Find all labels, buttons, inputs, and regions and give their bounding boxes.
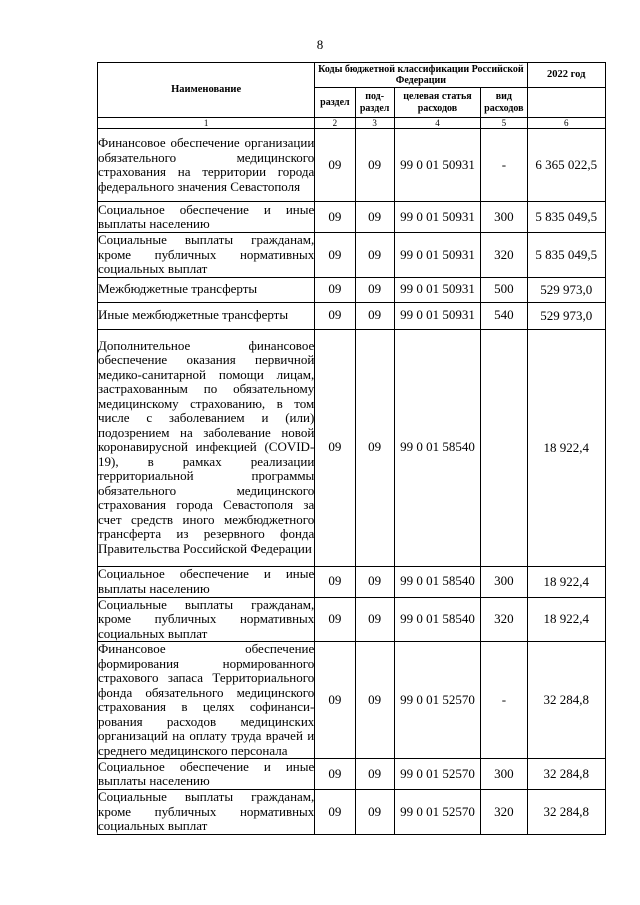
page-number: 8 xyxy=(316,37,324,52)
table-row xyxy=(98,277,606,302)
row-amount: 529 973,0 xyxy=(527,277,606,302)
row-subsection: 09 xyxy=(355,202,394,233)
row-amount: 32 284,8 xyxy=(527,642,606,759)
header-subsection: под-раздел xyxy=(355,88,394,118)
budget-table xyxy=(97,62,606,835)
row-amount: 5 835 049,5 xyxy=(527,202,606,233)
row-kind: - xyxy=(481,642,527,759)
row-section: 09 xyxy=(315,277,355,302)
row-amount: 32 284,8 xyxy=(527,759,606,790)
row-subsection: 09 xyxy=(355,277,394,302)
row-name: Иные межбюджетные трансферты xyxy=(98,302,315,329)
table-row xyxy=(98,233,606,278)
row-subsection: 09 xyxy=(355,329,394,566)
row-section: 09 xyxy=(315,233,355,278)
table-row xyxy=(98,642,606,759)
row-target: 99 0 01 58540 xyxy=(394,566,481,597)
column-index-row xyxy=(98,118,606,129)
row-amount: 18 922,4 xyxy=(527,329,606,566)
row-section: 09 xyxy=(315,759,355,790)
row-kind xyxy=(481,329,527,566)
header-target: целевая статья расходов xyxy=(394,88,481,118)
row-name: Финансовое обеспечение организации обязательного медицинского страхования на территории города федерального значения Севастополя xyxy=(98,129,315,202)
table-row xyxy=(98,129,606,202)
row-name: Социальное обеспечение и иные выплаты населению xyxy=(98,566,315,596)
row-kind: 320 xyxy=(481,233,527,278)
index-cell: 2 xyxy=(315,118,355,129)
row-kind: 300 xyxy=(481,759,527,790)
row-section: 09 xyxy=(315,566,355,597)
row-target: 99 0 01 50931 xyxy=(394,129,481,202)
row-section: 09 xyxy=(315,202,355,233)
row-section: 09 xyxy=(315,129,355,202)
row-target: 99 0 01 58540 xyxy=(394,597,481,642)
table-row xyxy=(98,597,606,642)
row-kind: 320 xyxy=(481,597,527,642)
index-cell: 3 xyxy=(355,118,394,129)
index-cell: 1 xyxy=(98,118,315,129)
row-kind: - xyxy=(481,129,527,202)
row-kind: 320 xyxy=(481,790,527,835)
table-row xyxy=(98,329,606,566)
row-name: Дополнительное финансовое обеспечение оказания первичной медико-санитарной помощи лицам, застрахованным по обязательному медицинскому страхованию, в том числе с заболеванием и (или) подозрением на заболевание новой коронавирусной инфекцией (COVID-19), в рамках реализации территориальной программы обязательного медицинского страхования города Севастополя за счет средств иного межбюджетного трансферта из резервного фонда Правительства Российской Федерации xyxy=(98,329,315,566)
row-kind: 540 xyxy=(481,302,527,329)
row-subsection: 09 xyxy=(355,233,394,278)
row-amount: 529 973,0 xyxy=(527,302,606,329)
row-amount: 18 922,4 xyxy=(527,566,606,597)
row-kind: 300 xyxy=(481,566,527,597)
row-name: Социальные выплаты гражданам, кроме публичных нормативных социальных выплат xyxy=(98,789,315,833)
row-kind: 500 xyxy=(481,277,527,302)
row-amount: 6 365 022,5 xyxy=(527,129,606,202)
row-subsection: 09 xyxy=(355,302,394,329)
row-subsection: 09 xyxy=(355,759,394,790)
row-name: Социальные выплаты гражданам, кроме публичных нормативных социальных выплат xyxy=(98,232,315,276)
row-target: 99 0 01 52570 xyxy=(394,759,481,790)
row-amount: 32 284,8 xyxy=(527,790,606,835)
header-kind: вид расходов xyxy=(481,88,527,118)
table-row xyxy=(98,202,606,233)
row-target: 99 0 01 52570 xyxy=(394,642,481,759)
table-row xyxy=(98,790,606,835)
row-section: 09 xyxy=(315,597,355,642)
header-section: раздел xyxy=(315,88,355,118)
index-cell: 5 xyxy=(481,118,527,129)
row-target: 99 0 01 50931 xyxy=(394,233,481,278)
row-target: 99 0 01 50931 xyxy=(394,202,481,233)
row-subsection: 09 xyxy=(355,642,394,759)
row-subsection: 09 xyxy=(355,790,394,835)
row-name: Социальное обеспечение и иные выплаты населению xyxy=(98,758,315,788)
row-subsection: 09 xyxy=(355,129,394,202)
header-year-empty xyxy=(527,88,606,118)
row-subsection: 09 xyxy=(355,597,394,642)
row-name: Социальные выплаты гражданам, кроме публичных нормативных социальных выплат xyxy=(98,596,315,641)
row-amount: 5 835 049,5 xyxy=(527,233,606,278)
row-target: 99 0 01 50931 xyxy=(394,277,481,302)
row-amount: 18 922,4 xyxy=(527,597,606,642)
row-kind: 300 xyxy=(481,202,527,233)
table-row xyxy=(98,759,606,790)
row-name: Межбюджетные трансферты xyxy=(98,277,315,302)
table-row xyxy=(98,566,606,597)
row-subsection: 09 xyxy=(355,566,394,597)
row-name: Социальное обеспечение и иные выплаты населению xyxy=(98,201,315,231)
header-year: 2022 год xyxy=(527,63,606,88)
row-section: 09 xyxy=(315,790,355,835)
header-codes: Коды бюджетной классификации Российской Федерации xyxy=(315,63,527,88)
index-cell: 4 xyxy=(394,118,481,129)
row-section: 09 xyxy=(315,642,355,759)
row-target: 99 0 01 50931 xyxy=(394,302,481,329)
row-target: 99 0 01 52570 xyxy=(394,790,481,835)
header-name: Наименование xyxy=(98,63,315,118)
row-target: 99 0 01 58540 xyxy=(394,329,481,566)
index-cell: 6 xyxy=(527,118,606,129)
row-section: 09 xyxy=(315,329,355,566)
table-row xyxy=(98,302,606,329)
row-name: Финансовое обеспечение формирования нормированного страхового запаса Территориального фонда обязательного медицинского страхования в целях софинанси-рования расходов медицинских организаций на оплату труда врачей и среднего медицинского персонала xyxy=(98,641,315,758)
row-section: 09 xyxy=(315,302,355,329)
